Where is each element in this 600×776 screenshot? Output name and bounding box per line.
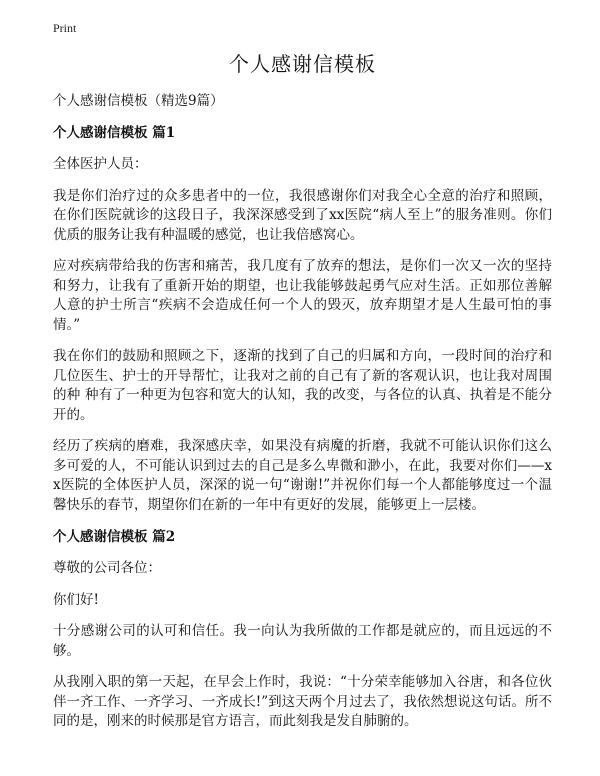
salutation-1: 全体医护人员：	[53, 156, 148, 172]
document-title: 个人感谢信模板	[229, 52, 376, 76]
section-heading-1: 个人感谢信模板 篇1	[53, 125, 176, 141]
salutation-2: 尊敬的公司各位：	[53, 560, 161, 576]
paragraph: 经历了疾病的磨难，我深感庆幸，如果没有病魔的折磨，我就不可能认识你们这么多可爱的人，不可能认识到过去的自己是多么卑微和渺小，在此，我要对你们——xx医院的全体医护人员，深深的说一句“谢谢!”并祝你们每一个人都能够度过一个温馨快乐的春节，期望你们在新的一年中有更好的发展，能够更上一层楼。	[53, 438, 552, 513]
document-subtitle: 个人感谢信模板（精选9篇）	[53, 93, 224, 109]
paragraph: 十分感谢公司的认可和信任。我一向认为我所做的工作都是就应的，而且远远的不够。	[53, 623, 552, 659]
paragraph: 从我刚入职的第一天起，在早会上作时，我说：“十分荣幸能够加入谷唐，和各位伙伴一齐工作、一齐学习、一齐成长!”到这天两个月过去了，我依然想说这句话。所不同的是，刚来的时候那是官方语言，而此刻我是发自肺腑的。	[53, 674, 552, 729]
print-link[interactable]: Print	[53, 21, 77, 35]
greeting: 你们好!	[53, 591, 99, 608]
paragraph: 我是你们治疗过的众多患者中的一位，我很感谢你们对我全心全意的治疗和照顾，在你们医院就诊的这段日子，我深深感受到了xx医院“病人至上”的服务准则。你们优质的服务让我有种温暖的感觉，也让我倍感窝心。	[53, 187, 552, 243]
paragraph: 我在你们的鼓励和照顾之下，逐渐的找到了自己的归属和方向，一段时间的治疗和几位医生、护士的开导帮忙，让我对之前的自己有了新的客观认识，也让我对周围的种 种有了一种更为包容和宽大的认知，我的改变，与各位的认真、执着是不能分开的。	[53, 348, 552, 423]
paragraph: 应对疾病带给我的伤害和痛苦，我几度有了放弃的想法，是你们一次又一次的坚持和努力，让我有了重新开始的期望，也让我能够鼓起勇气应对生活。正如那位善解人意的护士所言“疾病不会造成任何一个人的毁灭，放弃期望才是人生最可怕的事情。”	[53, 258, 552, 333]
section-heading-2: 个人感谢信模板 篇2	[53, 529, 176, 545]
